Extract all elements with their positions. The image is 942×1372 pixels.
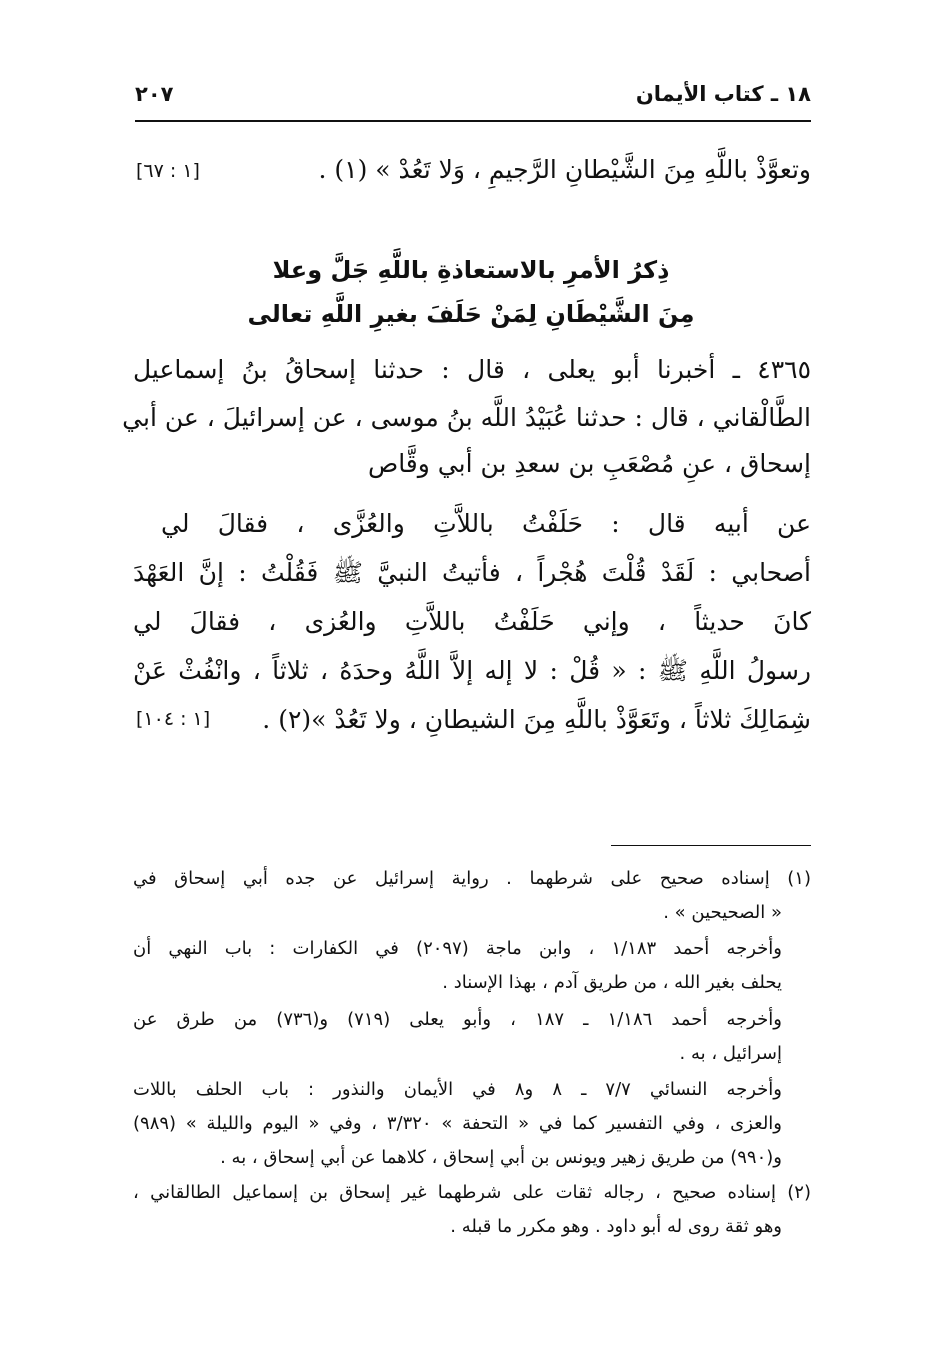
footnote-line: وأخرجه أحمد ١/١٨٣ ، وابن ماجة (٢٠٩٧) في الكفارات : باب النهي أن: [133, 938, 782, 959]
footnote-line: (٢) إسناده صحيح ، رجاله ثقات على شرطهما غير إسحاق بن إسماعيل الطالقاني ،: [133, 1182, 811, 1203]
matn-line-2: أصحابي : لَقَدْ قُلْتَ هُجْراً ، فأتيتُ النبيَّ ﷺ فَقُلْتُ : إنَّ العَهْدَ: [133, 558, 811, 587]
footnote-line: إسرائيل ، به .: [679, 1043, 782, 1064]
footnote-line: « الصحيحين » .: [663, 902, 782, 923]
footnote-rule: [611, 845, 811, 846]
footnote-line: والعزى ، وفي التفسير كما في « التحفة » ٣/٣٢٠ ، وفي « اليوم والليلة » (٩٨٩): [133, 1113, 782, 1134]
footnote-line: وأخرجه النسائي ٧/٧ ـ ٨ و٨ في الأيمان والنذور : باب الحلف باللات: [133, 1079, 782, 1100]
isnad-line-2: الطَّالْقاني ، قال : حدثنا عُبَيْدُ اللَّه بنُ موسى ، عن إسرائيلَ ، عن أبي: [122, 403, 811, 432]
matn-line-3: كانَ حديثاً ، وإني حَلَفْتُ باللاَّتِ والعُزى ، فقالَ لي: [133, 607, 811, 636]
chapter-title: ١٨ ـ كتاب الأيمان: [635, 82, 811, 106]
footnote-line: وأخرجه أحمد ١/١٨٦ ـ ١٨٧ ، وأبو يعلى (٧١٩) و(٧٣٦) من طرق عن: [133, 1009, 782, 1030]
footnote-line: (١) إسناده صحيح على شرطهما . رواية إسرائيل عن جده أبي إسحاق في: [133, 868, 811, 889]
top-reference: [١ : ٦٧]: [136, 160, 200, 182]
footnote-line: و(٩٩٠) من طريق زهير ويونس بن أبي إسحاق ، كلاهما عن أبي إسحاق ، به .: [220, 1147, 782, 1168]
running-header: [135, 82, 811, 118]
matn-line-4: رسولُ اللَّهِ ﷺ : « قُلْ : لا إله إلاَّ اللَّهُ وحدَهُ ، ثلاثاً ، وانْفُثْ عَنْ: [133, 656, 811, 685]
header-rule: [135, 120, 811, 122]
page-number: ٢٠٧: [135, 82, 174, 106]
matn-line-5: شِمَالِكَ ثلاثاً ، وتَعَوَّذْ باللَّهِ مِنَ الشيطانِ ، ولا تَعُدْ »(٢) .: [262, 705, 811, 734]
section-heading-line-2: مِنَ الشَّيْطَانِ لِمَنْ حَلَفَ بغيرِ اللَّهِ تعالى: [247, 300, 695, 328]
isnad-line-3: إسحاق ، عنِ مُصْعَبِ بن سعدِ بن أبي وقَّاص: [367, 449, 811, 478]
matn-reference: [١ : ١٠٤]: [136, 708, 211, 730]
footnote-line: وهو ثقة روى له أبو داود . وهو مكرر ما قبله .: [450, 1216, 782, 1237]
isnad-line-1: ٤٣٦٥ ـ أخبرنا أبو يعلى ، قال : حدثنا إسحاقُ بنُ إسماعيل: [133, 355, 811, 384]
matn-line-1: عن أبيه قال : حَلَفْتُ باللاَّتِ والعُزَّى ، فقالَ لي: [161, 509, 811, 538]
top-text-line: وتعوَّذْ باللَّهِ مِنَ الشَّيْطانِ الرَّجيمِ ، وَلا تَعُدْ » (١) .: [318, 155, 811, 184]
footnote-line: يحلف بغير الله ، من طريق آدم ، بهذا الإسناد .: [442, 972, 782, 993]
section-heading-line-1: ذِكرُ الأمرِ بالاستعاذةِ باللَّهِ جَلَّ وعلا: [272, 256, 670, 284]
